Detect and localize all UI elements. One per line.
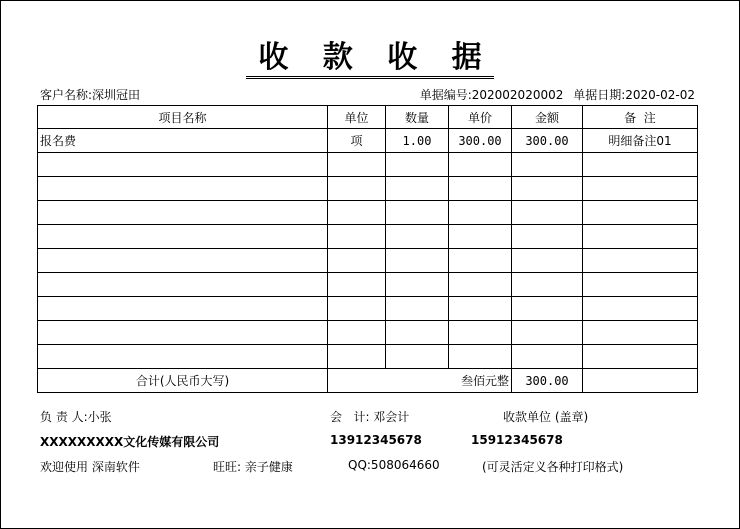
cell-unit-price — [449, 297, 512, 321]
phone-2: 15912345678 — [471, 433, 563, 447]
cell-remark: 明细备注01 — [583, 129, 698, 153]
cell-quantity — [386, 201, 449, 225]
total-remark — [583, 369, 698, 393]
doc-no: 202002020002 — [471, 88, 564, 102]
cell-quantity — [386, 177, 449, 201]
table-row — [38, 177, 698, 201]
table-row — [38, 345, 698, 369]
table-row — [38, 129, 698, 153]
customer-name: 深圳冠田 — [92, 88, 141, 102]
cell-unit — [328, 153, 386, 177]
cell-unit: 项 — [328, 129, 386, 153]
cell-quantity — [386, 249, 449, 273]
receipt-title: 收 款 收 据 — [0, 40, 740, 79]
total-label: 合计(人民币大写) — [38, 369, 328, 393]
total-amount: 300.00 — [512, 369, 583, 393]
company-name: XXXXXXXXX文化传媒有限公司 — [40, 435, 220, 449]
cell-remark — [583, 225, 698, 249]
accountant: 会 计: 邓会计 — [330, 410, 410, 424]
cell-unit-price — [449, 177, 512, 201]
cell-quantity — [386, 321, 449, 345]
manager: 负 责 人:小张 — [40, 410, 112, 424]
cell-item-name — [38, 273, 328, 297]
table-header-row — [38, 106, 698, 129]
qq: QQ:508064660 — [348, 458, 440, 472]
header-unit-price: 单价 — [449, 106, 512, 129]
cell-item-name — [38, 153, 328, 177]
phone-1: 13912345678 — [330, 433, 422, 447]
cell-item-name: 报名费 — [38, 129, 328, 153]
cell-remark — [583, 297, 698, 321]
cell-unit-price — [449, 321, 512, 345]
cell-unit-price — [449, 153, 512, 177]
total-row — [38, 369, 698, 393]
cell-amount — [512, 249, 583, 273]
cell-amount — [512, 153, 583, 177]
cell-unit — [328, 345, 386, 369]
cell-unit-price — [449, 345, 512, 369]
table-row — [38, 201, 698, 225]
cell-unit — [328, 273, 386, 297]
cell-quantity — [386, 153, 449, 177]
cell-remark — [583, 249, 698, 273]
cell-unit-price — [449, 225, 512, 249]
doc-date-label: 单据日期: — [573, 88, 626, 102]
cell-remark — [583, 153, 698, 177]
header-unit: 单位 — [328, 106, 386, 129]
header-quantity: 数量 — [386, 106, 449, 129]
header-remark: 备 注 — [583, 106, 698, 129]
table-row — [38, 249, 698, 273]
header-amount: 金额 — [512, 106, 583, 129]
cell-unit — [328, 177, 386, 201]
cell-unit-price — [449, 201, 512, 225]
cell-unit — [328, 321, 386, 345]
cell-item-name — [38, 201, 328, 225]
table-row — [38, 297, 698, 321]
payee: 收款单位 (盖章) — [503, 410, 589, 424]
cell-amount — [512, 273, 583, 297]
table-row — [38, 321, 698, 345]
welcome-text: 欢迎使用 深南软件 — [40, 460, 140, 474]
cell-item-name — [38, 345, 328, 369]
cell-unit-price — [449, 249, 512, 273]
cell-item-name — [38, 297, 328, 321]
cell-unit — [328, 201, 386, 225]
cell-unit-price: 300.00 — [449, 129, 512, 153]
table-row — [38, 273, 698, 297]
cell-quantity — [386, 345, 449, 369]
format-note: (可灵活定义各种打印格式) — [482, 460, 624, 474]
cell-amount — [512, 177, 583, 201]
cell-item-name — [38, 249, 328, 273]
cell-item-name — [38, 177, 328, 201]
cell-unit — [328, 297, 386, 321]
cell-amount: 300.00 — [512, 129, 583, 153]
customer-label: 客户名称: — [40, 88, 93, 102]
cell-item-name — [38, 321, 328, 345]
cell-amount — [512, 225, 583, 249]
cell-unit-price — [449, 273, 512, 297]
cell-unit — [328, 249, 386, 273]
cell-quantity — [386, 273, 449, 297]
cell-quantity — [386, 297, 449, 321]
cell-amount — [512, 321, 583, 345]
total-words: 叁佰元整 — [328, 369, 512, 393]
table-row — [38, 153, 698, 177]
cell-remark — [583, 201, 698, 225]
items-table — [37, 105, 698, 393]
table-row — [38, 225, 698, 249]
customer-info — [40, 86, 140, 103]
doc-date: 2020-02-02 — [625, 88, 695, 102]
wangwang: 旺旺: 亲子健康 — [213, 460, 293, 474]
cell-remark — [583, 345, 698, 369]
cell-remark — [583, 321, 698, 345]
document-info — [420, 86, 695, 103]
table-body — [38, 129, 698, 393]
cell-amount — [512, 297, 583, 321]
cell-remark — [583, 273, 698, 297]
doc-no-label: 单据编号: — [419, 88, 472, 102]
cell-quantity — [386, 225, 449, 249]
cell-amount — [512, 201, 583, 225]
header-item-name: 项目名称 — [38, 106, 328, 129]
cell-item-name — [38, 225, 328, 249]
cell-remark — [583, 177, 698, 201]
cell-quantity: 1.00 — [386, 129, 449, 153]
cell-unit — [328, 225, 386, 249]
cell-amount — [512, 345, 583, 369]
